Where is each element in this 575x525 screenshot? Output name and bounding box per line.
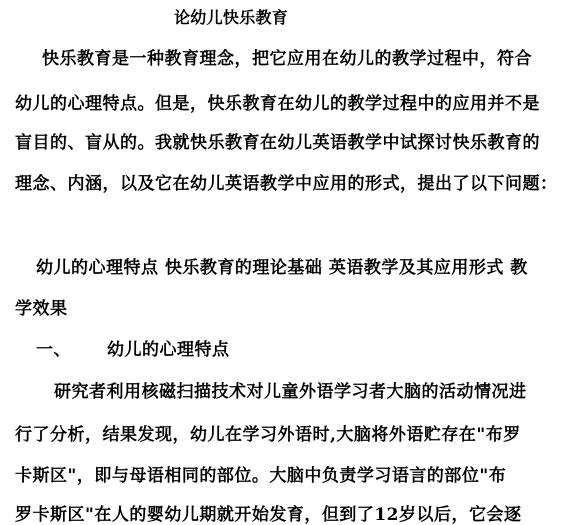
intro-line-3: 盲目的、盲从的。我就快乐教育在幼儿英语教学中试探讨快乐教育的	[15, 133, 540, 153]
body-line-4: 罗卡斯区"在人的婴幼儿期就开始发育，但到了12岁以后，它会逐	[15, 505, 522, 525]
topics-line-1: 幼儿的心理特点 快乐教育的理论基础 英语教学及其应用形式 教	[36, 258, 528, 278]
section-heading	[36, 340, 230, 360]
document-title: 论幼儿快乐教育	[174, 8, 289, 27]
body-line-2: 行了分析，结果发现，幼儿在学习外语时,大脑将外语贮存在"布罗	[15, 425, 521, 445]
body-line-1: 研究者利用核磁扫描技术对儿童外语学习者大脑的活动情况进	[54, 382, 527, 402]
section-number: 一、	[36, 340, 71, 360]
intro-line-2: 幼儿的心理特点。但是，快乐教育在幼儿的教学过程中的应用并不是	[15, 94, 540, 114]
section-title: 幼儿的心理特点	[107, 340, 230, 360]
body-line-3: 卡斯区"，即与母语相同的部位。大脑中负责学习语言的部位"布	[15, 466, 507, 486]
topics-line-2: 学效果	[15, 299, 68, 319]
intro-line-4: 理念、内涵，以及它在幼儿英语教学中应用的形式，提出了以下问题：	[15, 174, 558, 194]
intro-line-1: 快乐教育是一种教育理念，把它应用在幼儿的教学过程中，符合	[42, 49, 532, 69]
